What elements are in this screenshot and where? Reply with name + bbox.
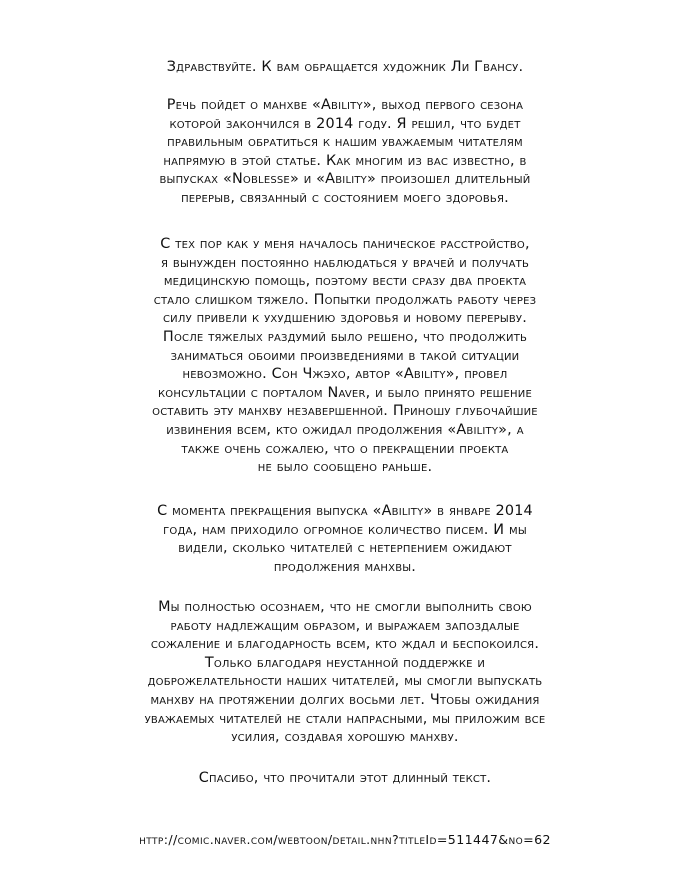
text-line: заниматься обоими произведениями в такой ситуации bbox=[170, 347, 520, 364]
text-line: манхву на протяжении долгих восьми лет. Чтобы ожидания bbox=[150, 691, 540, 708]
text-line: я вынужден постоянно наблюдаться у врачей и получать bbox=[160, 254, 530, 271]
text-line: С момента прекращения выпуска «Ability» в январе 2014 bbox=[157, 503, 533, 519]
thanks-paragraph bbox=[80, 769, 610, 788]
text-line: силу привели к ухудшению здоровья и новому перерыву. bbox=[162, 310, 528, 327]
text-line: Речь пойдет о манхве «Ability», выход первого сезона bbox=[166, 97, 524, 113]
illness-paragraph bbox=[80, 235, 610, 477]
text-line: напрямую в этой статье. Как многим из вас известно, в bbox=[163, 152, 527, 169]
text-line: сожаление и благодарность всем, кто ждал и беспокоился. bbox=[150, 636, 540, 653]
intro-paragraph bbox=[80, 96, 610, 208]
text-line: перерыв, связанный с состоянием моего здоровья. bbox=[181, 189, 509, 206]
apology-paragraph bbox=[80, 598, 610, 747]
text-line: уважаемых читателей не стали напрасными, мы приложим все bbox=[144, 710, 546, 727]
text-line: Здравствуйте. К вам обращается художник Ли Гвансу. bbox=[166, 59, 524, 75]
text-line: извинения всем, кто ожидал продолжения «Ability», а bbox=[166, 421, 524, 438]
text-line: стало слишком тяжело. Попытки продолжать работу через bbox=[153, 291, 537, 308]
text-line: также очень сожалею, что о прекращении проекта bbox=[181, 440, 509, 457]
text-line: Спасибо, что прочитали этот длинный текст. bbox=[198, 770, 492, 786]
text-line: года, нам приходило огромное количество писем. И мы bbox=[163, 521, 527, 538]
text-line: невозможно. Сон Чжэхо, автор «Ability», провел bbox=[182, 366, 508, 383]
text-line: После тяжелых раздумий было решено, что продолжить bbox=[162, 328, 528, 345]
text-line: медицинскую помощь, поэтому вести сразу два проекта bbox=[163, 273, 527, 290]
text-line: работу надлежащим образом, и выражаем запоздалые bbox=[170, 617, 520, 634]
text-line: не было сообщено раньше. bbox=[257, 459, 433, 476]
text-line: С тех пор как у меня началось паническое расстройство, bbox=[160, 236, 530, 252]
text-line: видели, сколько читателей с нетерпением ожидают bbox=[178, 540, 512, 557]
source-url: http://comic.naver.com/webtoon/detail.nhn?titleId=511447&no=62 bbox=[139, 832, 551, 847]
text-line: доброжелательности наших читателей, мы смогли выпускать bbox=[147, 673, 543, 690]
text-line: Только благодаря неустанной поддержке и bbox=[204, 654, 486, 671]
text-line: оставить эту манхву незавершенной. Приношу глубочайшие bbox=[152, 403, 538, 420]
letters-paragraph bbox=[80, 502, 610, 576]
greeting-paragraph bbox=[80, 58, 610, 77]
text-line: Мы полностью осознаем, что не смогли выполнить свою bbox=[158, 599, 532, 615]
text-line: продолжения манхвы. bbox=[273, 558, 417, 575]
text-line: которой закончился в 2014 году. Я решил, что будет bbox=[169, 115, 521, 132]
text-line: консультации с порталом Naver, и было принято решение bbox=[158, 384, 532, 401]
text-line: правильным обратиться к нашим уважаемым читателям bbox=[167, 134, 523, 151]
text-line: выпусках «Noblesse» и «Ability» произошел длительный bbox=[159, 171, 531, 188]
text-line: усилия, создавая хорошую манхву. bbox=[231, 729, 459, 746]
